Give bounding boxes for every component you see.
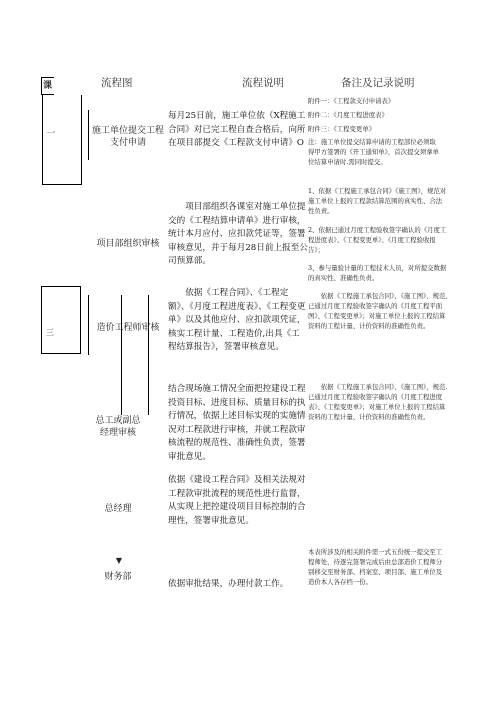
stage-column-label: 课 xyxy=(43,81,53,91)
step1-note-2: 附件二：《月度工程进度表》 xyxy=(308,111,388,119)
step4-stage: 总工或副总经理审核 xyxy=(95,416,141,438)
step5-description: 依据《建设工程合同》及相关法规对工程款审批流程的规范性进行监督，从实现上把控建设项目目标控制的合理性，签署审批意见。 xyxy=(168,475,306,526)
section3-bracket-right xyxy=(80,286,81,354)
step3-stage: 造价工程师审核 xyxy=(96,323,160,333)
section3-label: 三 xyxy=(46,328,54,337)
step3-description: 依据《工程合同》、《工程定额》、《月度工程进度表》、《工程变更单》以及其他应付、应扣款项凭证，核实工程计量、工程造价,出具《工程结算报告》，签署审核意见。 xyxy=(168,288,306,352)
flow-arrow-icon: ▼ xyxy=(115,556,123,565)
step1-note-1: 附件一：《工程款支付申请表》 xyxy=(308,97,395,105)
section1-label: 一 xyxy=(46,129,56,139)
step6-description: 依据审批结果，办理付款工作。 xyxy=(168,579,289,589)
step6-stage: 财务部 xyxy=(104,572,132,582)
step2-note-3: 3、参与量验计量的工程技术人员，对所提交数据的真实性、准确性负责。 xyxy=(308,264,447,282)
section1-bracket-left xyxy=(42,95,43,185)
step6-note-1: 本表所涉及的相关附件需一式五份统一提交至工程师处，待逐完签署完成后由总部造价工程师分别移交至财务部、档案室、项目部、施工单位及造价本人各存档一份。 xyxy=(308,548,443,586)
section3-bracket-bottom xyxy=(41,353,81,354)
section1-bracket-right xyxy=(81,95,82,185)
step2-note-1: 1、依据《工程施工承包合同》《施工图》，规范对施工单位上报的工程款结算范围的真实性、合法性负责。 xyxy=(308,187,447,215)
step1-note-3: 附件三：《工程变更单》 xyxy=(308,125,376,133)
description-column-header: 流程说明 xyxy=(242,77,284,89)
section1-bracket-bottom xyxy=(42,184,82,185)
step1-note-4: 注：施工单位提交结算申请的工程部位必须取得甲方签署的《开工通知单》，首次提交须拿单位结算申请时.需同时提交。 xyxy=(308,138,440,166)
step3-note-1: 依据《工程施工承包合同》、《施工图》、规范,已通过月度工程验收签字确认的《月度工程平面图》、《工程变更单》；对施工单位上报的工程结算资料的工程计量、计价资料的准确性负责。 xyxy=(308,292,448,330)
step2-stage: 项目部组织审核 xyxy=(96,239,160,249)
flow-connector-1 xyxy=(88,110,89,160)
step1-description: 每月25日前，施工单位依（X程施工合同》对已完工程自查合格后，向所在项目部提交《工程款支付申请》O xyxy=(168,111,306,148)
step5-stage: 总经理 xyxy=(104,504,132,514)
section3-bracket-top xyxy=(41,286,81,287)
step4-note-1: 依据《工程施工承包合同》、《施工图》，规范.已通过月度工程验收签字确认的《月度工程进度表》、《工程变更单》；对施工单位上报的工程结算资料的工程计量、计价资料的准确性负责。 xyxy=(308,383,448,421)
flow-connector-3 xyxy=(121,295,122,415)
flow-column-header: 流程图 xyxy=(101,77,133,89)
notes-column-header: 备注及记录说明 xyxy=(341,77,415,89)
step1-stage: 施工单位提交工程支付申请 xyxy=(92,126,165,148)
section3-bracket-left xyxy=(41,286,42,354)
flow-connector-4 xyxy=(148,295,149,415)
step4-description: 结合现场施工情况全面把控建设工程投资目标、进度目标、质量目标的执行情况，依据上述目标实现的实施情况对工程款进行审核，并就工程款审核流程的规范性、准确性负责，签署审批意见。 xyxy=(168,384,306,462)
step2-note-2: 2、依据已通过月度工程验收签字确认的《月度工程进度表》、《工程变更单》、《月度工程验收报告》； xyxy=(308,226,447,254)
step2-description: 项目部组织各课室对施工单位提交的《工程结算申请单》进行审核，统计本月应付、应扣款凭证等，签署审核意见，并于每月28日前上报至公司预算部。 xyxy=(168,202,308,266)
